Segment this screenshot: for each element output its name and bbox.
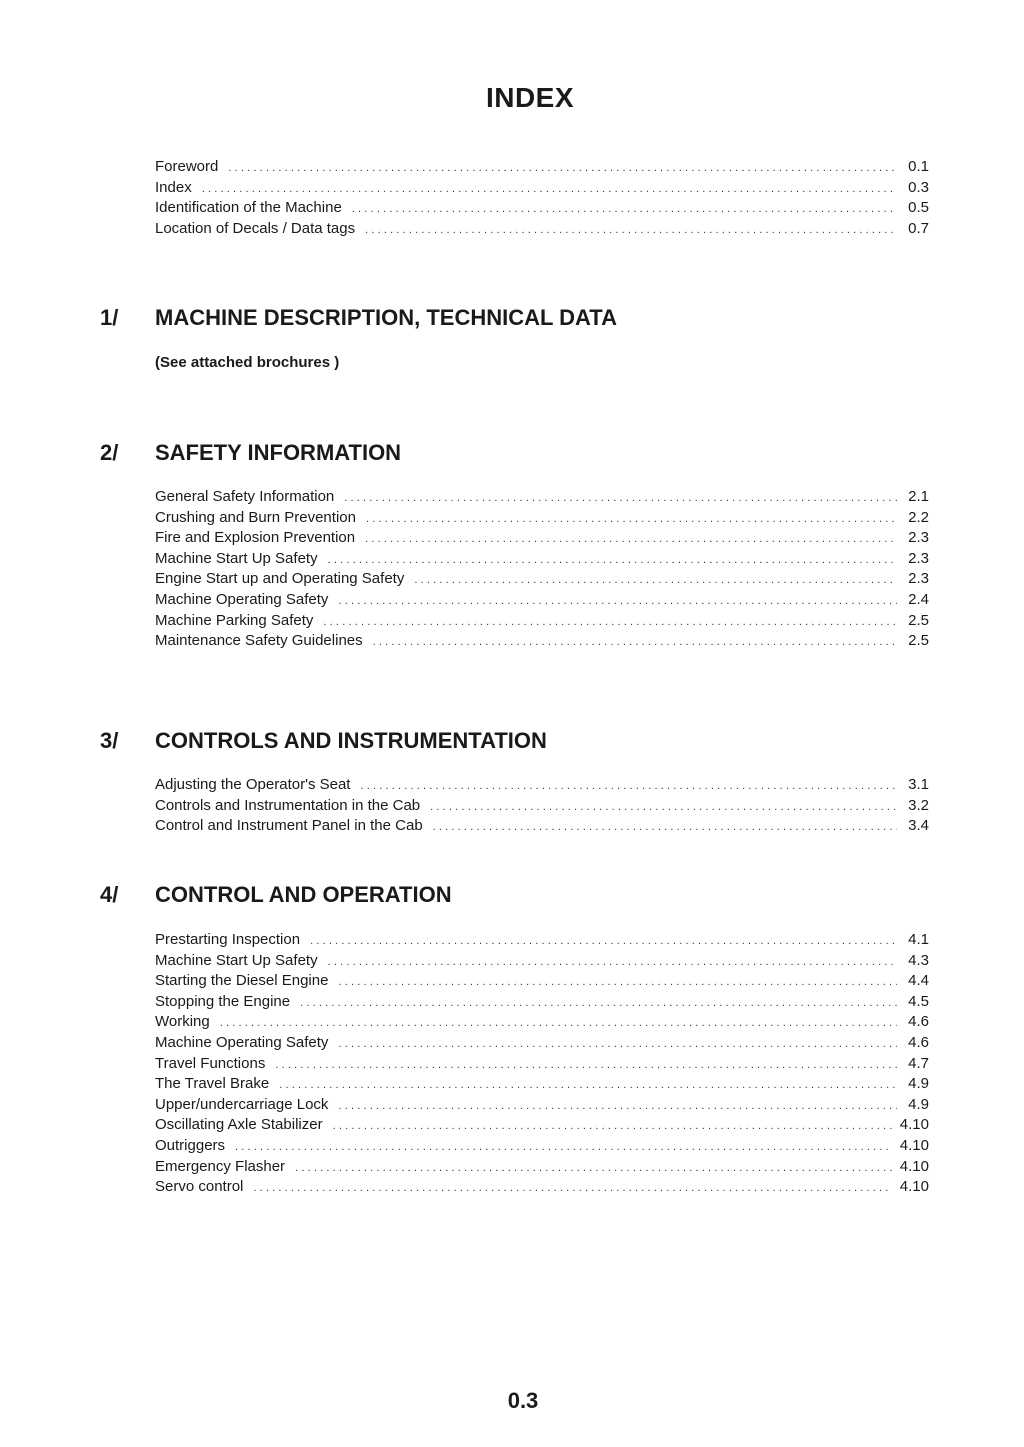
dot-leader [360,776,897,797]
dot-leader [333,1116,892,1137]
toc-entry-label: Stopping the Engine [155,992,291,1010]
toc-entry-label: Crushing and Burn Prevention [155,508,356,526]
toc-entry-page: 2.2 [908,508,929,526]
toc-entry[interactable] [155,487,929,508]
section-title: SAFETY INFORMATION [155,440,402,465]
toc-entry[interactable] [155,590,929,611]
dot-leader [344,488,897,509]
toc-entry-page: 4.10 [899,1136,929,1154]
toc-entry-decals[interactable] [155,219,929,240]
toc-entry-page: 2.3 [908,570,929,588]
dot-leader [338,1034,897,1055]
dot-leader [365,529,897,550]
toc-entry[interactable] [155,992,929,1013]
page-number: 0.3 [507,1388,539,1413]
toc-entry-foreword[interactable] [155,157,929,178]
toc-entry-label: Machine Operating Safety [155,590,329,608]
toc-entry-label: Working [155,1013,210,1031]
toc-entry-page: 2.5 [908,611,929,629]
toc-entry-label: Location of Decals / Data tags [155,219,356,237]
section-title: MACHINE DESCRIPTION, TECHNICAL DATA [155,305,617,330]
dot-leader [295,1158,892,1179]
toc-entry-page: 4.9 [908,1095,929,1113]
toc-entry-label: Travel Functions [155,1054,266,1072]
toc-entry-label: Outriggers [155,1136,226,1154]
dot-leader [328,952,897,973]
dot-leader [338,972,897,993]
section-number: 1/ [100,305,119,330]
dot-leader [352,199,897,220]
dot-leader [235,1137,892,1158]
toc-entry-page: 0.3 [908,178,929,196]
toc-entry-page: 4.10 [899,1157,929,1175]
toc-entry-label: Upper/undercarriage Lock [155,1095,329,1113]
section-4-toc [155,930,929,1198]
toc-entry-page: 3.4 [908,817,929,835]
toc-entry-page: 4.7 [908,1054,929,1072]
toc-entry-page: 0.1 [908,158,929,175]
section-note: (See attached brochures ) [155,354,340,371]
toc-entry-page: 3.2 [908,796,929,814]
section-title: CONTROLS AND INSTRUMENTATION [155,728,547,753]
dot-leader [300,993,897,1014]
section-number: 4/ [100,882,119,907]
dot-leader [366,509,897,530]
section-number: 3/ [100,728,119,753]
toc-entry-label: Foreword [155,158,219,175]
toc-entry-label: The Travel Brake [155,1075,270,1093]
toc-entry-page: 4.9 [908,1075,929,1093]
toc-entry-label: Identification of the Machine [155,199,342,217]
toc-entry-page: 4.5 [908,992,929,1010]
toc-entry-page: 4.1 [908,931,929,948]
toc-entry[interactable] [155,631,929,652]
toc-entry[interactable] [155,816,929,837]
toc-entry-identification[interactable] [155,198,929,219]
toc-entry-label: Index [155,178,192,196]
intro-toc [155,157,929,239]
toc-entry[interactable] [155,1095,929,1116]
toc-entry[interactable] [155,569,929,590]
dot-leader [253,1178,891,1199]
toc-entry-label: Oscillating Axle Stabilizer [155,1116,323,1134]
toc-entry-label: Machine Operating Safety [155,1033,329,1051]
toc-entry-page: 4.3 [908,951,929,969]
toc-entry-label: Maintenance Safety Guidelines [155,632,363,650]
toc-entry-page: 2.3 [908,529,929,547]
toc-entry[interactable] [155,796,929,817]
dot-leader [202,179,897,200]
toc-entry[interactable] [155,1136,929,1157]
toc-entry-page: 0.7 [908,219,929,237]
toc-entry-page: 4.10 [899,1178,929,1196]
toc-entry-page: 3.1 [908,776,929,793]
toc-entry[interactable] [155,549,929,570]
section-number: 2/ [100,440,119,465]
dot-leader [279,1075,897,1096]
toc-entry-label: Engine Start up and Operating Safety [155,570,405,588]
dot-leader [310,931,897,952]
toc-entry-page: 4.10 [899,1116,929,1134]
toc-entry-label: Fire and Explosion Prevention [155,529,356,547]
toc-entry[interactable] [155,1177,929,1198]
toc-entry[interactable] [155,508,929,529]
toc-entry[interactable] [155,930,929,951]
dot-leader [220,1013,897,1034]
dot-leader [338,591,897,612]
toc-entry-index[interactable] [155,178,929,199]
toc-entry-label: Machine Parking Safety [155,611,314,629]
dot-leader [228,158,897,179]
toc-entry-page: 0.5 [908,199,929,217]
toc-entry-label: Machine Start Up Safety [155,549,318,567]
toc-entry[interactable] [155,528,929,549]
toc-entry[interactable] [155,611,929,632]
toc-entry[interactable] [155,1033,929,1054]
section-title: CONTROL AND OPERATION [155,882,452,907]
dot-leader [323,612,897,633]
toc-entry-label: Controls and Instrumentation in the Cab [155,796,421,814]
toc-entry-label: Emergency Flasher [155,1157,286,1175]
dot-leader [365,220,897,241]
dot-leader [373,632,897,653]
toc-entry-label: Starting the Diesel Engine [155,972,329,990]
toc-entry-page: 4.6 [908,1033,929,1051]
toc-entry[interactable] [155,775,929,796]
dot-leader [430,797,897,818]
toc-entry-label: Prestarting Inspection [155,931,301,948]
toc-entry[interactable] [155,1115,929,1136]
toc-entry-label: Machine Start Up Safety [155,951,318,969]
toc-entry-page: 2.4 [908,590,929,608]
dot-leader [328,550,897,571]
toc-entry[interactable] [155,1054,929,1075]
toc-entry-page: 2.1 [908,488,929,505]
dot-leader [338,1096,897,1117]
dot-leader [433,817,897,838]
toc-entry-label: Servo control [155,1178,244,1196]
page-title: INDEX [485,82,575,113]
toc-entry-page: 2.5 [908,632,929,650]
toc-entry[interactable] [155,1157,929,1178]
toc-entry[interactable] [155,1074,929,1095]
toc-entry[interactable] [155,971,929,992]
dot-leader [414,570,897,591]
toc-entry-page: 2.3 [908,549,929,567]
section-2-toc [155,487,929,652]
toc-entry[interactable] [155,951,929,972]
toc-entry-page: 4.6 [908,1013,929,1031]
toc-entry-label: Control and Instrument Panel in the Cab [155,817,423,835]
section-3-toc [155,775,929,837]
toc-entry-label: Adjusting the Operator's Seat [155,776,351,793]
dot-leader [275,1055,897,1076]
toc-entry[interactable] [155,1012,929,1033]
toc-entry-label: General Safety Information [155,488,335,505]
toc-entry-page: 4.4 [908,972,929,990]
